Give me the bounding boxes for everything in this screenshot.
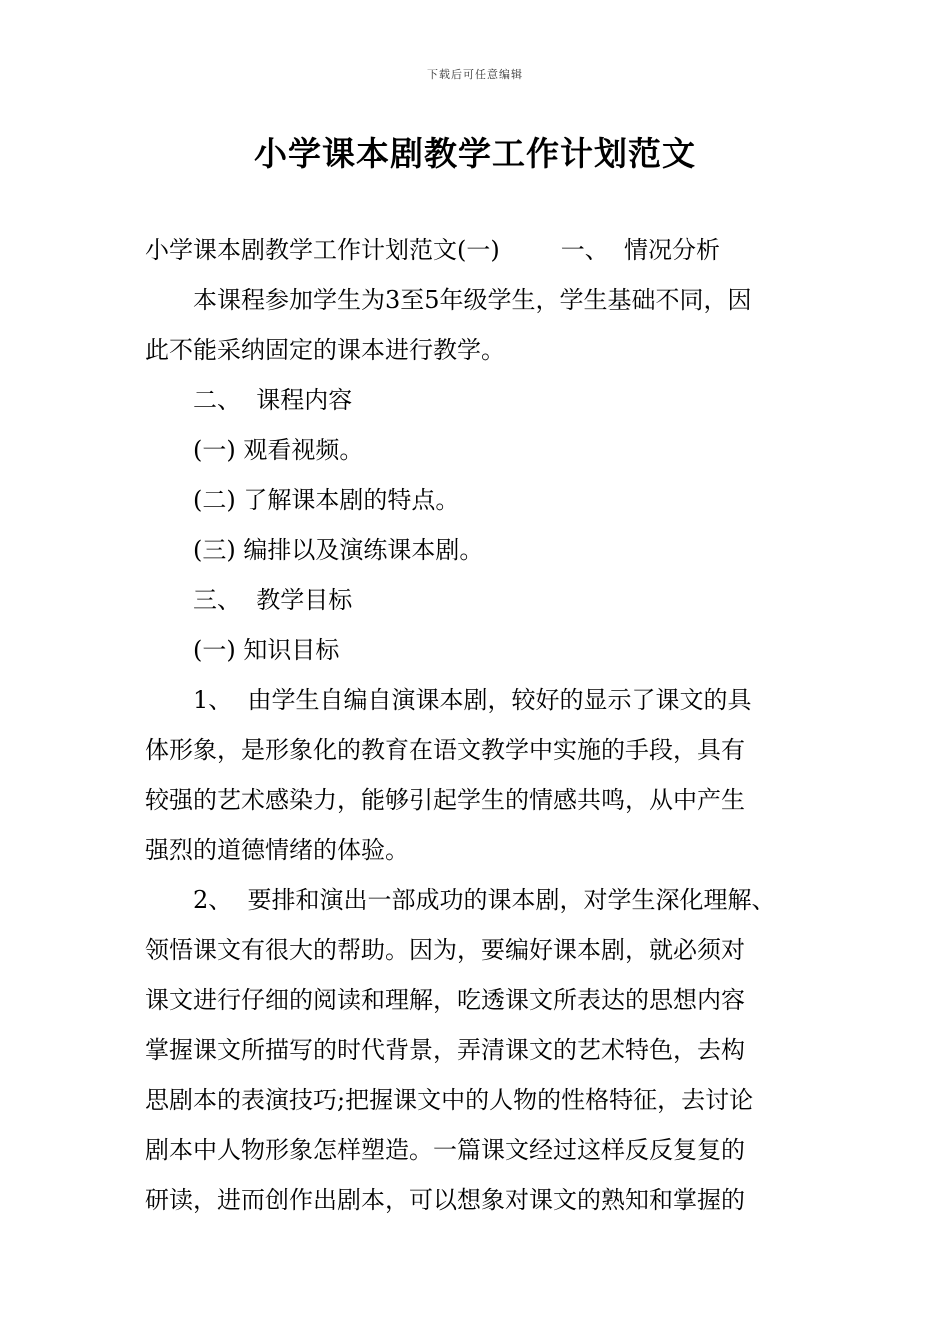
body-line: 此不能采纳固定的课本进行教学。 [145,336,505,364]
body-line: 掌握课文所描写的时代背景，弄清课文的艺术特色，去构 [145,1036,745,1064]
body-line: 思剧本的表演技巧;把握课文中的人物的性格特征，去讨论 [145,1086,754,1114]
body-line: 三、 教学目标 [193,586,353,614]
body-line: 研读，进而创作出剧本，可以想象对课文的熟知和掌握的 [145,1186,745,1214]
body-line: (二) 了解课本剧的特点。 [193,486,460,514]
body-line: 1、 由学生自编自演课本剧，较好的显示了课文的具 [193,686,752,714]
header-note: 下载后可任意编辑 [427,68,523,81]
body-line: 课文进行仔细的阅读和理解，吃透课文所表达的思想内容 [145,986,745,1014]
body-line: 体形象，是形象化的教育在语文教学中实施的手段，具有 [145,736,745,764]
body-line: (一) 知识目标 [193,636,340,664]
document-title: 小学课本剧教学工作计划范文 [254,134,696,173]
body-line: 二、 课程内容 [193,386,353,414]
body-line: 2、 要排和演出一部成功的课本剧，对学生深化理解、 [193,886,776,914]
body-line: 强烈的道德情绪的体验。 [145,836,409,864]
body-line: (一) 观看视频。 [193,436,364,464]
body-line: 领悟课文有很大的帮助。因为，要编好课本剧，就必须对 [145,936,745,964]
body-line: 较强的艺术感染力，能够引起学生的情感共鸣，从中产生 [145,786,745,814]
document-body [145,225,817,1225]
body-line: 剧本中人物形象怎样塑造。一篇课文经过这样反反复复的 [145,1136,745,1164]
body-line: 本课程参加学生为3至5年级学生，学生基础不同，因 [193,286,752,314]
body-line: 小学课本剧教学工作计划范文(一) 一、 情况分析 [145,236,721,264]
body-line: (三) 编排以及演练课本剧。 [193,536,484,564]
